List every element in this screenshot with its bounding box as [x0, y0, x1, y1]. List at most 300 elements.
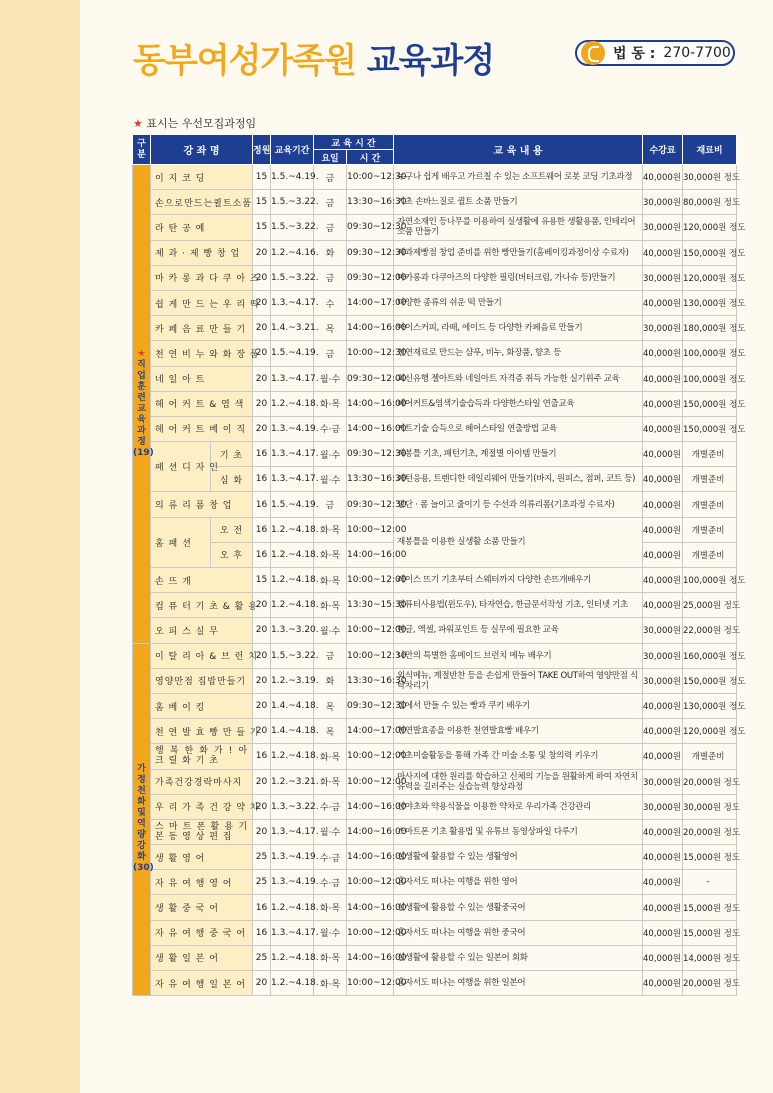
capacity-cell: 16	[253, 467, 271, 492]
day-cell: 월·수	[314, 920, 347, 945]
period-cell: 1.5.~3.22.	[271, 190, 314, 215]
header-fee: 수강료	[643, 135, 683, 165]
material-cell: 150,000원 정도	[683, 668, 737, 693]
material-cell: 30,000원 정도	[683, 794, 737, 819]
course-name: 라 탄 공 예	[151, 215, 253, 240]
day-cell: 목	[314, 719, 347, 744]
time-cell: 10:00~12:00	[347, 568, 394, 593]
period-cell: 1.3.~3.20.	[271, 618, 314, 643]
table-row	[133, 165, 737, 190]
day-cell: 화·목	[314, 971, 347, 996]
day-cell: 수·금	[314, 870, 347, 895]
table-row	[133, 643, 737, 668]
period-cell: 1.2.~4.18.	[271, 542, 314, 567]
course-name: 생 활 일 본 어	[151, 945, 253, 970]
content-cell: 마사지에 대한 원리를 학습하고 신체의 기능을 원활하게 하여 자연치유력을 길러주는 실습능력 향상과정	[394, 769, 643, 794]
day-cell: 화·목	[314, 945, 347, 970]
period-cell: 1.5.~4.19.	[271, 341, 314, 366]
period-cell: 1.3.~4.17.	[271, 366, 314, 391]
title-part2: 교육과정	[366, 41, 495, 81]
period-cell: 1.5.~4.19.	[271, 492, 314, 517]
capacity-cell: 15	[253, 165, 271, 190]
fee-cell: 30,000원	[643, 618, 683, 643]
content-cell: 실생활에 활용할 수 있는 생활중국어	[394, 895, 643, 920]
course-table	[132, 134, 746, 996]
course-name: 쉽 게 만 드 는 우 리 떡	[151, 290, 253, 315]
fee-cell: 40,000원	[643, 542, 683, 567]
course-name: 홈 베 이 킹	[151, 693, 253, 718]
period-cell: 1.3.~4.19.	[271, 416, 314, 441]
time-cell: 09:30~12:00	[347, 265, 394, 290]
material-cell: 개별준비	[683, 744, 737, 769]
course-name: 행 복 한 화 가 ! 아 크 릴 화 기 초	[151, 744, 253, 769]
table-row	[133, 341, 737, 366]
course-name: 헤 어 커 트 & 염 색	[151, 391, 253, 416]
time-cell: 14:00~16:00	[347, 895, 394, 920]
course-subname: 기 초	[211, 442, 253, 467]
material-cell: 120,000원 정도	[683, 719, 737, 744]
material-cell: 150,000원 정도	[683, 240, 737, 265]
day-cell: 월·수	[314, 442, 347, 467]
course-subname: 심 화	[211, 467, 253, 492]
content-cell: 실생활에 활용할 수 있는 일본어 회화	[394, 945, 643, 970]
time-cell: 10:00~12:30	[347, 341, 394, 366]
period-cell: 1.5.~4.19.	[271, 165, 314, 190]
priority-note	[133, 115, 256, 131]
time-cell: 09:30~12:30	[347, 693, 394, 718]
fee-cell: 40,000원	[643, 693, 683, 718]
fee-cell: 40,000원	[643, 341, 683, 366]
capacity-cell: 20	[253, 819, 271, 844]
course-name: 우 리 가 족 건 강 약 차	[151, 794, 253, 819]
fee-cell: 40,000원	[643, 240, 683, 265]
time-cell: 10:00~12:00	[347, 618, 394, 643]
day-cell: 화·목	[314, 542, 347, 567]
time-cell: 10:00~12:00	[347, 870, 394, 895]
course-name: 자 유 여 행 일 본 어	[151, 971, 253, 996]
course-subname: 오 전	[211, 517, 253, 542]
capacity-cell: 20	[253, 618, 271, 643]
material-cell: 20,000원 정도	[683, 769, 737, 794]
time-cell: 13:30~16:30	[347, 467, 394, 492]
table-row	[133, 215, 737, 240]
time-cell: 14:00~16:00	[347, 391, 394, 416]
course-name: 컴 퓨 터 기 초 & 활 용	[151, 593, 253, 618]
table-row	[133, 240, 737, 265]
phone-number: 270-7700	[663, 45, 731, 61]
material-cell: -	[683, 870, 737, 895]
course-name: 마 카 롱 과 다 쿠 아 즈	[151, 265, 253, 290]
course-name: 천 연 비 누 와 화 장 품	[151, 341, 253, 366]
fee-cell: 40,000원	[643, 442, 683, 467]
fee-cell: 40,000원	[643, 366, 683, 391]
material-cell: 개별준비	[683, 517, 737, 542]
phone-icon	[581, 41, 605, 65]
period-cell: 1.2.~4.18.	[271, 971, 314, 996]
capacity-cell: 16	[253, 920, 271, 945]
time-cell: 14:00~16:00	[347, 945, 394, 970]
content-cell: 나만의 특별한 홈메이드 브런치 메뉴 배우기	[394, 643, 643, 668]
star-icon: ★	[133, 117, 143, 130]
day-cell: 화·목	[314, 744, 347, 769]
header-time: 시 간	[347, 150, 394, 165]
fee-cell: 40,000원	[643, 290, 683, 315]
table-row	[133, 769, 737, 794]
course-name: 생 활 영 어	[151, 845, 253, 870]
content-cell: 외식메뉴, 계절반찬 등을 손쉽게 만들어 TAKE OUT하여 영양만점 식탁차리기	[394, 668, 643, 693]
course-name: 천 연 발 효 빵 만 들 기	[151, 719, 253, 744]
period-cell: 1.5.~3.22.	[271, 215, 314, 240]
period-cell: 1.3.~3.22.	[271, 794, 314, 819]
day-cell: 금	[314, 165, 347, 190]
category-count: (30)	[133, 863, 154, 874]
fee-cell: 40,000원	[643, 416, 683, 441]
day-cell: 수	[314, 290, 347, 315]
content-cell: 집에서 만들 수 있는 빵과 쿠키 배우기	[394, 693, 643, 718]
course-name: 의 류 리 폼 창 업	[151, 492, 253, 517]
period-cell: 1.3.~4.19.	[271, 845, 314, 870]
period-cell: 1.3.~4.19.	[271, 870, 314, 895]
material-cell: 120,000원 정도	[683, 215, 737, 240]
table-row	[133, 971, 737, 996]
content-cell: 커트기술 습득으로 헤어스타일 연출방법 교육	[394, 416, 643, 441]
material-cell: 22,000원 정도	[683, 618, 737, 643]
content-cell: 패턴응용, 트렌디한 데일리웨어 만들기(바지, 원피스, 점퍼, 코트 등)	[394, 467, 643, 492]
course-name: 이 탈 리 아 & 브 런 치	[151, 643, 253, 668]
course-name: 제 과 · 제 빵 창 업	[151, 240, 253, 265]
course-name: 홈 패 션	[151, 517, 211, 567]
capacity-cell: 16	[253, 492, 271, 517]
period-cell: 1.4.~3.21.	[271, 316, 314, 341]
period-cell: 1.2.~3.19.	[271, 668, 314, 693]
fee-cell: 40,000원	[643, 165, 683, 190]
material-cell: 130,000원 정도	[683, 290, 737, 315]
period-cell: 1.2.~4.16.	[271, 240, 314, 265]
table-row	[133, 945, 737, 970]
table-row	[133, 920, 737, 945]
capacity-cell: 15	[253, 215, 271, 240]
table-row	[133, 265, 737, 290]
course-name: 오 피 스 실 무	[151, 618, 253, 643]
header-time-group: 교 육 시 간	[314, 135, 394, 150]
course-name: 네 일 아 트	[151, 366, 253, 391]
capacity-cell: 20	[253, 341, 271, 366]
period-cell: 1.2.~4.18.	[271, 593, 314, 618]
time-cell: 09:30~12:30	[347, 215, 394, 240]
capacity-cell: 16	[253, 517, 271, 542]
time-cell: 09:30~12:30	[347, 442, 394, 467]
period-cell: 1.3.~4.17.	[271, 819, 314, 844]
course-name: 자 유 여 행 영 어	[151, 870, 253, 895]
time-cell: 10:00~12:00	[347, 769, 394, 794]
table-row	[133, 190, 737, 215]
period-cell: 1.3.~4.17.	[271, 290, 314, 315]
day-cell: 수·금	[314, 794, 347, 819]
day-cell: 목	[314, 316, 347, 341]
fee-cell: 30,000원	[643, 316, 683, 341]
fee-cell: 40,000원	[643, 719, 683, 744]
fee-cell: 30,000원	[643, 769, 683, 794]
day-cell: 수·금	[314, 845, 347, 870]
content-cell: 기초미술활동을 통해 가족 간 미술 소통 및 창의력 키우기	[394, 744, 643, 769]
fee-cell: 40,000원	[643, 492, 683, 517]
material-cell: 80,000원 정도	[683, 190, 737, 215]
capacity-cell: 20	[253, 416, 271, 441]
capacity-cell: 20	[253, 366, 271, 391]
material-cell: 20,000원 정도	[683, 819, 737, 844]
time-cell: 14:00~16:00	[347, 316, 394, 341]
day-cell: 금	[314, 341, 347, 366]
fee-cell: 40,000원	[643, 845, 683, 870]
priority-note-text: 표시는 우선모집과정임	[146, 117, 257, 130]
header-content: 교 육 내 용	[394, 135, 643, 165]
fee-cell: 40,000원	[643, 870, 683, 895]
category-count: (19)	[133, 447, 154, 458]
time-cell: 14:00~16:00	[347, 794, 394, 819]
time-cell: 13:30~15:30	[347, 593, 394, 618]
day-cell: 화·목	[314, 895, 347, 920]
table-row	[133, 794, 737, 819]
table-row	[133, 668, 737, 693]
time-cell: 14:00~16:00	[347, 819, 394, 844]
fee-cell: 40,000원	[643, 920, 683, 945]
time-cell: 09:30~12:00	[347, 366, 394, 391]
day-cell: 화·목	[314, 593, 347, 618]
table-row	[133, 895, 737, 920]
time-cell: 13:30~16:30	[347, 190, 394, 215]
course-name: 스 마 트 폰 활 용 기 본 동 영 상 편 집	[151, 819, 253, 844]
capacity-cell: 25	[253, 870, 271, 895]
course-name: 패 션 디 자 인	[151, 442, 211, 492]
content-cell: 실생활에 활용할 수 있는 생활영어	[394, 845, 643, 870]
capacity-cell: 20	[253, 668, 271, 693]
content-cell: 혼자서도 떠나는 여행을 위한 일본어	[394, 971, 643, 996]
table-row	[133, 416, 737, 441]
table-row	[133, 845, 737, 870]
fee-cell: 40,000원	[643, 971, 683, 996]
capacity-cell: 20	[253, 693, 271, 718]
material-cell: 개별준비	[683, 442, 737, 467]
material-cell: 100,000원 정도	[683, 568, 737, 593]
material-cell: 개별준비	[683, 492, 737, 517]
period-cell: 1.5.~3.22.	[271, 265, 314, 290]
time-cell: 10:00~12:30	[347, 643, 394, 668]
course-name: 헤 어 커 트 베 이 직	[151, 416, 253, 441]
time-cell: 14:00~16:00	[347, 542, 394, 567]
category-cell	[133, 643, 154, 996]
fee-cell: 40,000원	[643, 467, 683, 492]
period-cell: 1.3.~4.17.	[271, 920, 314, 945]
period-cell: 1.2.~4.18.	[271, 945, 314, 970]
table-row	[133, 819, 737, 844]
material-cell: 150,000원 정도	[683, 391, 737, 416]
content-cell: 기초 손바느질로 퀼트 소품 만들기	[394, 190, 643, 215]
page-title	[133, 33, 494, 82]
fee-cell: 40,000원	[643, 945, 683, 970]
content-cell: 천연재료로 만드는 샴푸, 비누, 화장품, 향초 등	[394, 341, 643, 366]
day-cell: 금	[314, 492, 347, 517]
day-cell: 월·수	[314, 819, 347, 844]
capacity-cell: 20	[253, 971, 271, 996]
table-row	[133, 870, 737, 895]
fee-cell: 40,000원	[643, 895, 683, 920]
course-subname: 오 후	[211, 542, 253, 567]
capacity-cell: 16	[253, 895, 271, 920]
period-cell: 1.2.~4.18.	[271, 895, 314, 920]
day-cell: 화·목	[314, 391, 347, 416]
time-cell: 14:00~17:00	[347, 719, 394, 744]
time-cell: 10:00~12:00	[347, 920, 394, 945]
category-cell	[133, 165, 154, 644]
fee-cell: 40,000원	[643, 568, 683, 593]
fee-cell: 40,000원	[643, 744, 683, 769]
capacity-cell: 25	[253, 945, 271, 970]
content-cell: 헤어커트&염색기술습득과 다양한스타일 연출교육	[394, 391, 643, 416]
capacity-cell: 20	[253, 794, 271, 819]
day-cell: 화·목	[314, 769, 347, 794]
fee-cell: 40,000원	[643, 819, 683, 844]
time-cell: 14:00~17:00	[347, 290, 394, 315]
period-cell: 1.3.~4.17.	[271, 442, 314, 467]
day-cell: 화·목	[314, 568, 347, 593]
left-margin-strip	[0, 0, 80, 1093]
material-cell: 100,000원 정도	[683, 341, 737, 366]
course-name: 생 활 중 국 어	[151, 895, 253, 920]
day-cell: 금	[314, 265, 347, 290]
header-day: 요일	[314, 150, 347, 165]
header-category: 구분	[133, 135, 151, 165]
content-cell: 혼자서도 떠나는 여행을 위한 영어	[394, 870, 643, 895]
course-name: 자 유 여 행 중 국 어	[151, 920, 253, 945]
content-cell: 밑단 · 폼 늘이고 줄이기 등 수선과 의류리폼(기초과정 수료자)	[394, 492, 643, 517]
material-cell: 15,000원 정도	[683, 920, 737, 945]
title-part1: 동부여성가족원	[133, 41, 356, 81]
table-row	[133, 744, 737, 769]
capacity-cell: 20	[253, 643, 271, 668]
period-cell: 1.3.~4.17.	[271, 467, 314, 492]
capacity-cell: 16	[253, 542, 271, 567]
header-period: 교육기간	[271, 135, 314, 165]
day-cell: 화	[314, 240, 347, 265]
content-cell: 마카롱과 다쿠아즈의 다양한 필링(버터크림, 가나슈 등)만들기	[394, 265, 643, 290]
content-cell: 제과제빵점 창업 준비를 위한 빵만들기(홈베이킹과정이상 수료자)	[394, 240, 643, 265]
table-row	[133, 442, 737, 467]
capacity-cell: 15	[253, 568, 271, 593]
period-cell: 1.4.~4.18.	[271, 719, 314, 744]
course-name: 카 페 음 료 만 들 기	[151, 316, 253, 341]
course-name: 영양만점 집밥만들기	[151, 668, 253, 693]
fee-cell: 40,000원	[643, 391, 683, 416]
material-cell: 15,000원 정도	[683, 895, 737, 920]
content-cell: 자연소재인 등나무를 이용하여 실생활에 유용한 생활용품, 인테리어소품 만들기	[394, 215, 643, 240]
day-cell: 화	[314, 668, 347, 693]
fee-cell: 30,000원	[643, 794, 683, 819]
time-cell: 14:00~16:00	[347, 845, 394, 870]
fee-cell: 30,000원	[643, 668, 683, 693]
time-cell: 10:00~12:00	[347, 744, 394, 769]
content-cell: 아이스커피, 라떼, 에이드 등 다양한 카페음료 만들기	[394, 316, 643, 341]
table-row	[133, 719, 737, 744]
day-cell: 월·수	[314, 366, 347, 391]
time-cell: 10:00~12:00	[347, 517, 394, 542]
capacity-cell: 15	[253, 190, 271, 215]
time-cell: 09:30~12:30	[347, 240, 394, 265]
table-row	[133, 290, 737, 315]
table-row	[133, 593, 737, 618]
content-cell: 한글, 엑셀, 파워포인트 등 실무에 필요한 교육	[394, 618, 643, 643]
content-cell: 다양한 종류의 쉬운 떡 만들기	[394, 290, 643, 315]
day-cell: 화·목	[314, 517, 347, 542]
day-cell: 월·수	[314, 618, 347, 643]
content-cell: 산야초와 약용식물을 이용한 약차로 우리가족 건강관리	[394, 794, 643, 819]
capacity-cell: 25	[253, 845, 271, 870]
content-cell: 최신유행 젤아트와 네일아트 자격증 취득 가능한 실기위주 교육	[394, 366, 643, 391]
material-cell: 20,000원 정도	[683, 971, 737, 996]
day-cell: 월·수	[314, 467, 347, 492]
phone-label: 법 동 :	[613, 46, 656, 62]
material-cell: 100,000원 정도	[683, 366, 737, 391]
capacity-cell: 16	[253, 442, 271, 467]
content-cell: 스마트폰 기초 활용법 및 유튜브 동영상파일 다루기	[394, 819, 643, 844]
category-label: 가정천화및역량강화	[137, 764, 146, 863]
capacity-cell: 20	[253, 240, 271, 265]
phone-info	[575, 40, 735, 66]
period-cell: 1.2.~3.21.	[271, 769, 314, 794]
fee-cell: 30,000원	[643, 190, 683, 215]
day-cell: 금	[314, 215, 347, 240]
header-material: 재료비	[683, 135, 737, 165]
table-row	[133, 316, 737, 341]
material-cell: 15,000원 정도	[683, 845, 737, 870]
table-row	[133, 568, 737, 593]
time-cell: 14:00~16:00	[347, 416, 394, 441]
content-cell: 재봉틀을 이용한 실생활 소품 만들기	[394, 517, 643, 567]
material-cell: 25,000원 정도	[683, 593, 737, 618]
material-cell: 120,000원 정도	[683, 265, 737, 290]
period-cell: 1.2.~4.18.	[271, 391, 314, 416]
capacity-cell: 20	[253, 316, 271, 341]
material-cell: 개별준비	[683, 542, 737, 567]
table-row	[133, 366, 737, 391]
day-cell: 수·금	[314, 416, 347, 441]
category-label: 직업훈련교육과정	[137, 359, 146, 447]
content-cell: 혼자서도 떠나는 여행을 위한 중국어	[394, 920, 643, 945]
material-cell: 130,000원 정도	[683, 693, 737, 718]
course-name: 이 지 코 딩	[151, 165, 253, 190]
fee-cell: 30,000원	[643, 643, 683, 668]
content-cell: 컴퓨터사용법(윈도우), 타자연습, 한글문서작성 기초, 인터넷 기초	[394, 593, 643, 618]
table-row	[133, 467, 737, 492]
table-row	[133, 693, 737, 718]
fee-cell: 40,000원	[643, 593, 683, 618]
capacity-cell: 20	[253, 719, 271, 744]
material-cell: 180,000원 정도	[683, 316, 737, 341]
table-row	[133, 517, 737, 542]
capacity-cell: 20	[253, 290, 271, 315]
period-cell: 1.4.~4.18.	[271, 693, 314, 718]
header-capacity: 정원	[253, 135, 271, 165]
material-cell: 개별준비	[683, 467, 737, 492]
material-cell: 14,000원 정도	[683, 945, 737, 970]
table-row	[133, 391, 737, 416]
capacity-cell: 20	[253, 593, 271, 618]
material-cell: 160,000원 정도	[683, 643, 737, 668]
content-cell: 천연발효종을 이용한 천연발효빵 배우기	[394, 719, 643, 744]
period-cell: 1.5.~3.22.	[271, 643, 314, 668]
fee-cell: 30,000원	[643, 265, 683, 290]
course-name: 손 뜨 개	[151, 568, 253, 593]
table-row	[133, 618, 737, 643]
